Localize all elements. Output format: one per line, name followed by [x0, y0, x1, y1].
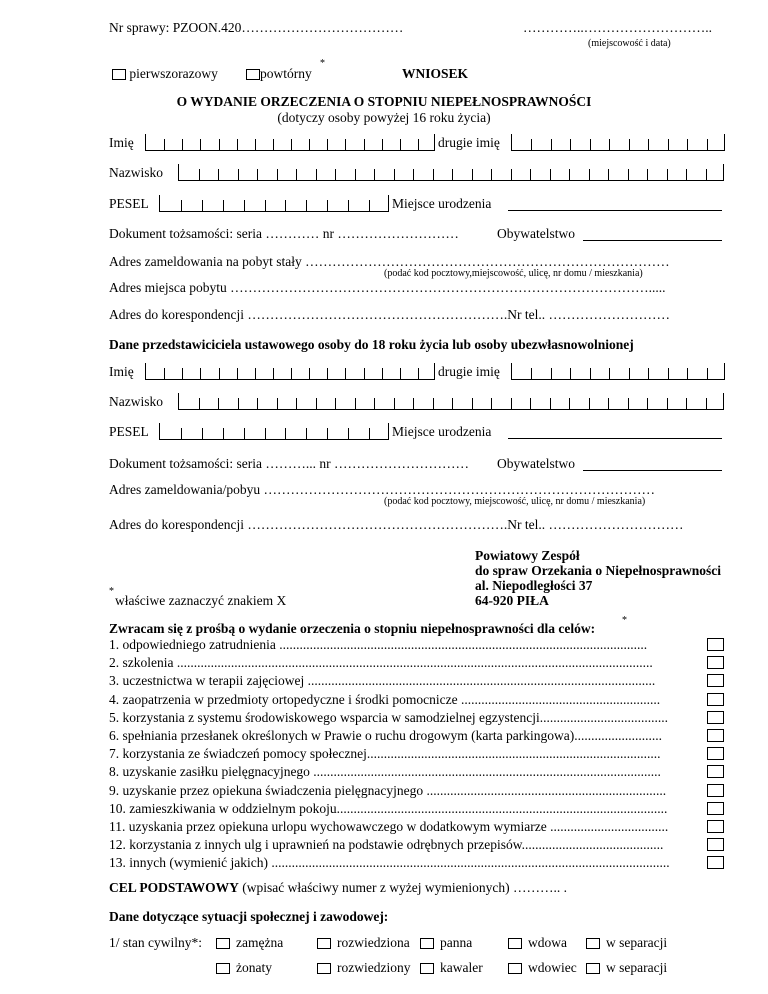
purpose-item: 11. uzyskania przez opiekuna urlopu wychowawczego w dodatkowym wymiarze ...................................: [109, 819, 669, 834]
box-divider: [418, 139, 419, 150]
applicant-id-document[interactable]: Dokument tożsamości: seria ………… nr ………………………: [109, 226, 459, 241]
box-divider: [394, 398, 395, 409]
box-divider: [199, 169, 200, 180]
civil-status-option[interactable]: [216, 935, 283, 951]
civil-status-checkbox[interactable]: [420, 963, 434, 974]
civil-status-label: rozwiedziona: [337, 935, 410, 950]
rep-address[interactable]: Adres zameldowania/pobyu ……………………………………………………………………………: [109, 482, 655, 497]
box-divider: [218, 169, 219, 180]
box-divider: [244, 428, 245, 439]
box-divider: [570, 139, 571, 150]
box-divider: [530, 398, 531, 409]
box-divider: [608, 398, 609, 409]
box-divider: [219, 139, 220, 150]
rep-citizenship-line[interactable]: [583, 470, 722, 471]
box-divider: [668, 368, 669, 379]
purpose-checkbox[interactable]: [707, 802, 724, 815]
box-divider: [511, 169, 512, 180]
civil-status-label: zamężna: [236, 935, 284, 950]
box-divider: [570, 368, 571, 379]
box-divider: [364, 368, 365, 379]
civil-status-option[interactable]: [586, 960, 667, 976]
rep-citizenship-label: Obywatelstwo: [497, 456, 575, 471]
rep-address-hint: (podać kod pocztowy, miejscowość, ulicę, nr domu / mieszkania): [384, 496, 646, 507]
first-time-checkbox[interactable]: [112, 69, 126, 80]
purpose-checkbox[interactable]: [707, 674, 724, 687]
box-divider: [647, 398, 648, 409]
form-title: O WYDANIE ORZECZENIA O STOPNIU NIEPEŁNOSPRAWNOŚCI: [176, 94, 592, 109]
box-divider: [369, 200, 370, 211]
box-divider: [687, 368, 688, 379]
main-purpose-text: (wpisać właściwy numer z wyżej wymienionych) ……….. .: [238, 880, 567, 895]
box-divider: [589, 398, 590, 409]
box-divider: [200, 139, 201, 150]
purpose-item: 5. korzystania z systemu środowiskowego wsparcia w samodzielnej egzystencji......................................: [109, 709, 669, 725]
purpose-item: 4. zaopatrzenia w przedmioty ortopedyczne i środki pomocnicze ...........................................................: [109, 691, 661, 707]
applicant-citizenship-line[interactable]: [583, 240, 722, 241]
purpose-item: 3. uczestnictwa w terapii zajęciowej .......................................................................................................: [109, 673, 656, 689]
purpose-checkbox[interactable]: [707, 765, 724, 778]
box-divider: [628, 398, 629, 409]
purpose-checkbox[interactable]: [707, 856, 724, 869]
civil-status-label: w separacji: [606, 935, 668, 950]
main-purpose-label: CEL PODSTAWOWY: [109, 880, 239, 895]
box-divider: [433, 398, 434, 409]
social-heading: Dane dotyczące sytuacji społecznej i zawodowej:: [109, 909, 389, 924]
box-divider: [237, 139, 238, 150]
box-divider: [550, 169, 551, 180]
box-divider: [257, 398, 258, 409]
box-divider: [285, 428, 286, 439]
box-divider: [569, 398, 570, 409]
purpose-checkbox[interactable]: [707, 711, 724, 724]
box-divider: [686, 169, 687, 180]
place-date-line[interactable]: …………..………………………..: [523, 20, 712, 35]
purpose-checkbox[interactable]: [707, 656, 724, 669]
box-divider: [382, 139, 383, 150]
box-divider: [382, 368, 383, 379]
purpose-item: 1. odpowiedniego zatrudnienia .............................................................................................................: [109, 637, 648, 652]
first-time-option[interactable]: [112, 66, 218, 82]
box-divider: [327, 368, 328, 379]
box-divider: [291, 368, 292, 379]
civil-status-checkbox[interactable]: [586, 938, 600, 949]
civil-status-label: 1/ stan cywilny*:: [109, 935, 202, 950]
box-divider: [223, 428, 224, 439]
box-divider: [706, 169, 707, 180]
box-divider: [237, 368, 238, 379]
box-divider: [418, 368, 419, 379]
box-divider: [589, 169, 590, 180]
footnote-mark: *: [109, 586, 114, 597]
form-subtitle: (dotyczy osoby powyżej 16 roku życia): [277, 110, 491, 125]
purpose-item: 12. korzystania z innych ulg i uprawnień na podstawie odrębnych przepisów..........................................: [109, 837, 664, 853]
rep-correspondence-address[interactable]: Adres do korespondencji ………………………………………………….Nr tel.. …………………………: [109, 517, 684, 532]
civil-status-label: żonaty: [236, 960, 272, 975]
applicant-citizenship-label: Obywatelstwo: [497, 226, 575, 241]
box-divider: [590, 139, 591, 150]
purpose-checkbox[interactable]: [707, 747, 724, 760]
box-divider: [164, 139, 165, 150]
box-divider: [687, 139, 688, 150]
purpose-checkbox[interactable]: [707, 638, 724, 651]
recipient-line-2: do spraw Orzekania o Niepełnosprawności: [475, 563, 722, 578]
box-divider: [400, 139, 401, 150]
box-divider: [309, 139, 310, 150]
box-divider: [273, 139, 274, 150]
purpose-item: 6. spełniania przesłanek określonych w Prawie o ruchu drogowym (karta parkingowa)..........................: [109, 728, 662, 743]
representative-heading: Dane przedstawiciciela ustawowego osoby do 18 roku życia lub osoby ubezwłasnowolnionej: [109, 337, 634, 352]
civil-status-checkbox[interactable]: [420, 938, 434, 949]
repeat-label: powtórny: [260, 66, 312, 81]
box-divider: [306, 200, 307, 211]
rep-surname-boxes[interactable]: [178, 393, 724, 410]
box-divider: [164, 368, 165, 379]
box-divider: [667, 398, 668, 409]
purpose-item: 10. zamieszkiwania w oddzielnym pokoju..................................................................................................: [109, 800, 668, 816]
applicant-second-name-boxes[interactable]: [511, 134, 725, 151]
box-divider: [181, 200, 182, 211]
box-divider: [374, 398, 375, 409]
applicant-surname-label: Nazwisko: [109, 165, 163, 180]
box-divider: [335, 398, 336, 409]
civil-status-option[interactable]: [317, 960, 410, 976]
box-divider: [182, 368, 183, 379]
civil-status-option[interactable]: [508, 935, 567, 951]
box-divider: [345, 139, 346, 150]
box-divider: [608, 169, 609, 180]
box-divider: [531, 368, 532, 379]
box-divider: [182, 139, 183, 150]
box-divider: [219, 368, 220, 379]
purpose-item: 2. szkolenia .............................................................................................................................................: [109, 655, 653, 671]
box-divider: [452, 398, 453, 409]
box-divider: [609, 139, 610, 150]
rep-birthplace-label: Miejsce urodzenia: [392, 424, 492, 439]
box-divider: [433, 169, 434, 180]
box-divider: [472, 169, 473, 180]
repeat-option[interactable]: [246, 66, 312, 82]
box-divider: [335, 169, 336, 180]
purpose-item: 8. uzyskanie zasiłku pielęgnacyjnego .......................................................................................................: [109, 764, 661, 780]
box-divider: [629, 368, 630, 379]
box-divider: [364, 139, 365, 150]
applicant-residence-address[interactable]: Adres miejsca pobytu ………………………………………………………………………………….....: [109, 280, 666, 295]
box-divider: [394, 169, 395, 180]
box-divider: [369, 428, 370, 439]
civil-status-checkbox[interactable]: [508, 938, 522, 949]
civil-status-label: rozwiedziony: [337, 960, 411, 975]
purposes-heading-mark: *: [622, 615, 627, 626]
purpose-item: 7. korzystania ze świadczeń pomocy społecznej.......................................................................................: [109, 746, 661, 762]
box-divider: [706, 398, 707, 409]
civil-status-option[interactable]: [586, 935, 667, 951]
box-divider: [609, 368, 610, 379]
applicant-birthplace-line[interactable]: [508, 210, 722, 211]
rep-first-name-boxes[interactable]: [145, 363, 435, 380]
box-divider: [200, 368, 201, 379]
box-divider: [355, 169, 356, 180]
applicant-correspondence-address[interactable]: Adres do korespondencji ………………………………………………….Nr tel.. ………………………: [109, 307, 670, 322]
rep-second-name-boxes[interactable]: [511, 363, 725, 380]
recipient-address: [475, 548, 721, 608]
recipient-line-3: al. Niepodległości 37: [475, 578, 593, 593]
box-divider: [667, 169, 668, 180]
box-divider: [707, 368, 708, 379]
box-divider: [550, 398, 551, 409]
repeat-asterisk: *: [320, 58, 325, 69]
box-divider: [413, 169, 414, 180]
box-divider: [277, 398, 278, 409]
box-divider: [316, 398, 317, 409]
civil-status-checkbox[interactable]: [586, 963, 600, 974]
box-divider: [273, 368, 274, 379]
box-divider: [255, 368, 256, 379]
repeat-checkbox[interactable]: [246, 69, 260, 80]
box-divider: [218, 398, 219, 409]
box-divider: [472, 398, 473, 409]
civil-status-option[interactable]: [420, 935, 472, 951]
box-divider: [306, 428, 307, 439]
box-divider: [223, 200, 224, 211]
purpose-item: 9. uzyskanie przez opiekuna świadczenia pielęgnacyjnego .......................................................................: [109, 782, 667, 798]
applicant-pesel-boxes[interactable]: [159, 195, 389, 212]
purpose-checkbox[interactable]: [707, 729, 724, 742]
box-divider: [348, 428, 349, 439]
box-divider: [291, 139, 292, 150]
box-divider: [327, 200, 328, 211]
purpose-checkbox[interactable]: [707, 820, 724, 833]
rep-pesel-label: PESEL: [109, 424, 149, 439]
box-divider: [277, 169, 278, 180]
applicant-second-name-label: drugie imię: [438, 135, 500, 150]
box-divider: [531, 139, 532, 150]
rep-birthplace-line[interactable]: [508, 438, 722, 439]
civil-status-label: panna: [440, 935, 473, 950]
box-divider: [629, 139, 630, 150]
box-divider: [647, 169, 648, 180]
box-divider: [255, 139, 256, 150]
box-divider: [668, 139, 669, 150]
box-divider: [202, 428, 203, 439]
box-divider: [316, 169, 317, 180]
box-divider: [491, 169, 492, 180]
box-divider: [199, 398, 200, 409]
box-divider: [348, 200, 349, 211]
box-divider: [327, 139, 328, 150]
civil-status-option[interactable]: [317, 935, 410, 951]
civil-status-checkbox[interactable]: [216, 938, 230, 949]
civil-status-checkbox[interactable]: [216, 963, 230, 974]
box-divider: [648, 139, 649, 150]
box-divider: [181, 428, 182, 439]
box-divider: [590, 368, 591, 379]
applicant-surname-boxes[interactable]: [178, 164, 724, 181]
rep-pesel-boxes[interactable]: [159, 423, 389, 440]
civil-status-option[interactable]: [420, 960, 483, 976]
civil-status-checkbox[interactable]: [317, 963, 331, 974]
application-title: WNIOSEK: [402, 66, 469, 81]
applicant-first-name-label: Imię: [109, 135, 134, 150]
box-divider: [511, 398, 512, 409]
rep-first-name-label: Imię: [109, 364, 134, 379]
box-divider: [244, 200, 245, 211]
box-divider: [285, 200, 286, 211]
purpose-checkbox[interactable]: [707, 693, 724, 706]
rep-surname-label: Nazwisko: [109, 394, 163, 409]
civil-status-checkbox[interactable]: [508, 963, 522, 974]
box-divider: [400, 368, 401, 379]
box-divider: [238, 398, 239, 409]
applicant-pesel-label: PESEL: [109, 196, 149, 211]
box-divider: [707, 139, 708, 150]
recipient-line-1: Powiatowy Zespół: [475, 548, 580, 563]
box-divider: [296, 169, 297, 180]
purposes-heading: Zwracam się z prośbą o wydanie orzeczenia o stopniu niepełnosprawności dla celów:: [109, 621, 596, 636]
rep-second-name-label: drugie imię: [438, 364, 500, 379]
box-divider: [551, 139, 552, 150]
box-divider: [257, 169, 258, 180]
applicant-registered-address[interactable]: Adres zameldowania na pobyt stały ………………………………………………………………………: [109, 254, 670, 269]
applicant-address-hint: (podać kod pocztowy,miejscowość, ulicę, nr domu / mieszkania): [384, 268, 643, 279]
box-divider: [309, 368, 310, 379]
civil-status-option[interactable]: [216, 960, 272, 976]
box-divider: [202, 200, 203, 211]
box-divider: [413, 398, 414, 409]
rep-id-document[interactable]: Dokument tożsamości: seria ………... nr …………………………: [109, 456, 469, 471]
applicant-birthplace-label: Miejsce urodzenia: [392, 196, 492, 211]
purpose-checkbox[interactable]: [707, 784, 724, 797]
civil-status-label: wdowiec: [528, 960, 577, 975]
box-divider: [327, 428, 328, 439]
place-date-label: (miejscowość i data): [588, 38, 671, 49]
box-divider: [628, 169, 629, 180]
civil-status-label: w separacji: [606, 960, 668, 975]
civil-status-checkbox[interactable]: [317, 938, 331, 949]
purpose-checkbox[interactable]: [707, 838, 724, 851]
box-divider: [530, 169, 531, 180]
box-divider: [374, 169, 375, 180]
box-divider: [296, 398, 297, 409]
applicant-first-name-boxes[interactable]: [145, 134, 435, 151]
box-divider: [686, 398, 687, 409]
box-divider: [491, 398, 492, 409]
box-divider: [238, 169, 239, 180]
footnote-text: właściwe zaznaczyć znakiem X: [115, 593, 287, 608]
box-divider: [355, 398, 356, 409]
box-divider: [265, 200, 266, 211]
purpose-item: 13. innych (wymienić jakich) ......................................................................................................................: [109, 855, 670, 871]
box-divider: [452, 169, 453, 180]
civil-status-label: kawaler: [440, 960, 483, 975]
box-divider: [648, 368, 649, 379]
civil-status-option[interactable]: [508, 960, 577, 976]
recipient-line-4: 64-920 PIŁA: [475, 593, 549, 608]
box-divider: [569, 169, 570, 180]
case-number: Nr sprawy: PZOON.420………………………………: [109, 20, 404, 35]
box-divider: [345, 368, 346, 379]
box-divider: [265, 428, 266, 439]
civil-status-label: wdowa: [528, 935, 567, 950]
main-purpose[interactable]: [109, 880, 567, 896]
first-time-label: pierwszorazowy: [129, 66, 218, 81]
box-divider: [551, 368, 552, 379]
